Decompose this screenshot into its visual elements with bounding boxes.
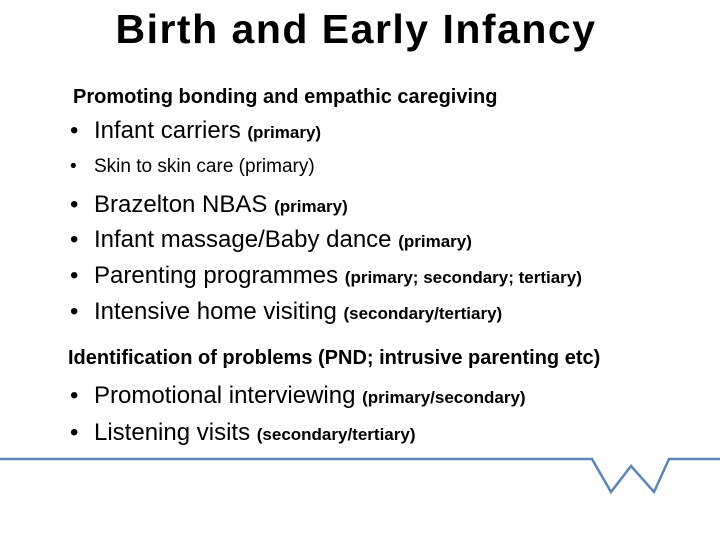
list-item-text: Infant carriers bbox=[94, 117, 248, 144]
list-item-text: Parenting programmes bbox=[94, 262, 345, 289]
bullet-icon: • bbox=[70, 226, 79, 253]
bullet-icon: • bbox=[70, 191, 79, 218]
bullet-icon: • bbox=[70, 382, 79, 409]
list-item-note: (primary; secondary; tertiary) bbox=[344, 268, 582, 287]
list-item-note: (primary) bbox=[247, 123, 322, 142]
bullet-icon: • bbox=[70, 117, 79, 144]
list-item-text: Infant massage/Baby dance bbox=[94, 226, 399, 253]
list-item-text: Skin to skin care bbox=[94, 156, 239, 177]
list-item-note: (primary) bbox=[238, 156, 315, 177]
bullet-icon: • bbox=[70, 419, 79, 446]
section-heading-bonding: Promoting bonding and empathic caregiving bbox=[73, 86, 498, 108]
bullet-icon: • bbox=[70, 156, 77, 177]
bullet-icon: • bbox=[70, 262, 79, 289]
bullet-icon: • bbox=[70, 298, 79, 325]
list-item-text: Brazelton NBAS bbox=[94, 191, 275, 218]
list-item-text: Intensive home visiting bbox=[94, 298, 344, 325]
section-heading-identification: Identification of problems (PND; intrusive parenting etc) bbox=[68, 347, 601, 369]
list-item-note: (primary) bbox=[398, 232, 472, 251]
list-item-note: (primary) bbox=[274, 197, 348, 216]
list-item-text: Listening visits bbox=[94, 419, 257, 446]
list-item-note: (secondary/tertiary) bbox=[256, 425, 416, 444]
list-item-note: (primary/secondary) bbox=[362, 388, 526, 407]
list-item-note: (secondary/tertiary) bbox=[343, 304, 503, 323]
footer-w-decoration bbox=[0, 459, 720, 492]
slide-title: Birth and Early Infancy bbox=[115, 6, 597, 52]
list-item-text: Promotional interviewing bbox=[94, 382, 363, 409]
